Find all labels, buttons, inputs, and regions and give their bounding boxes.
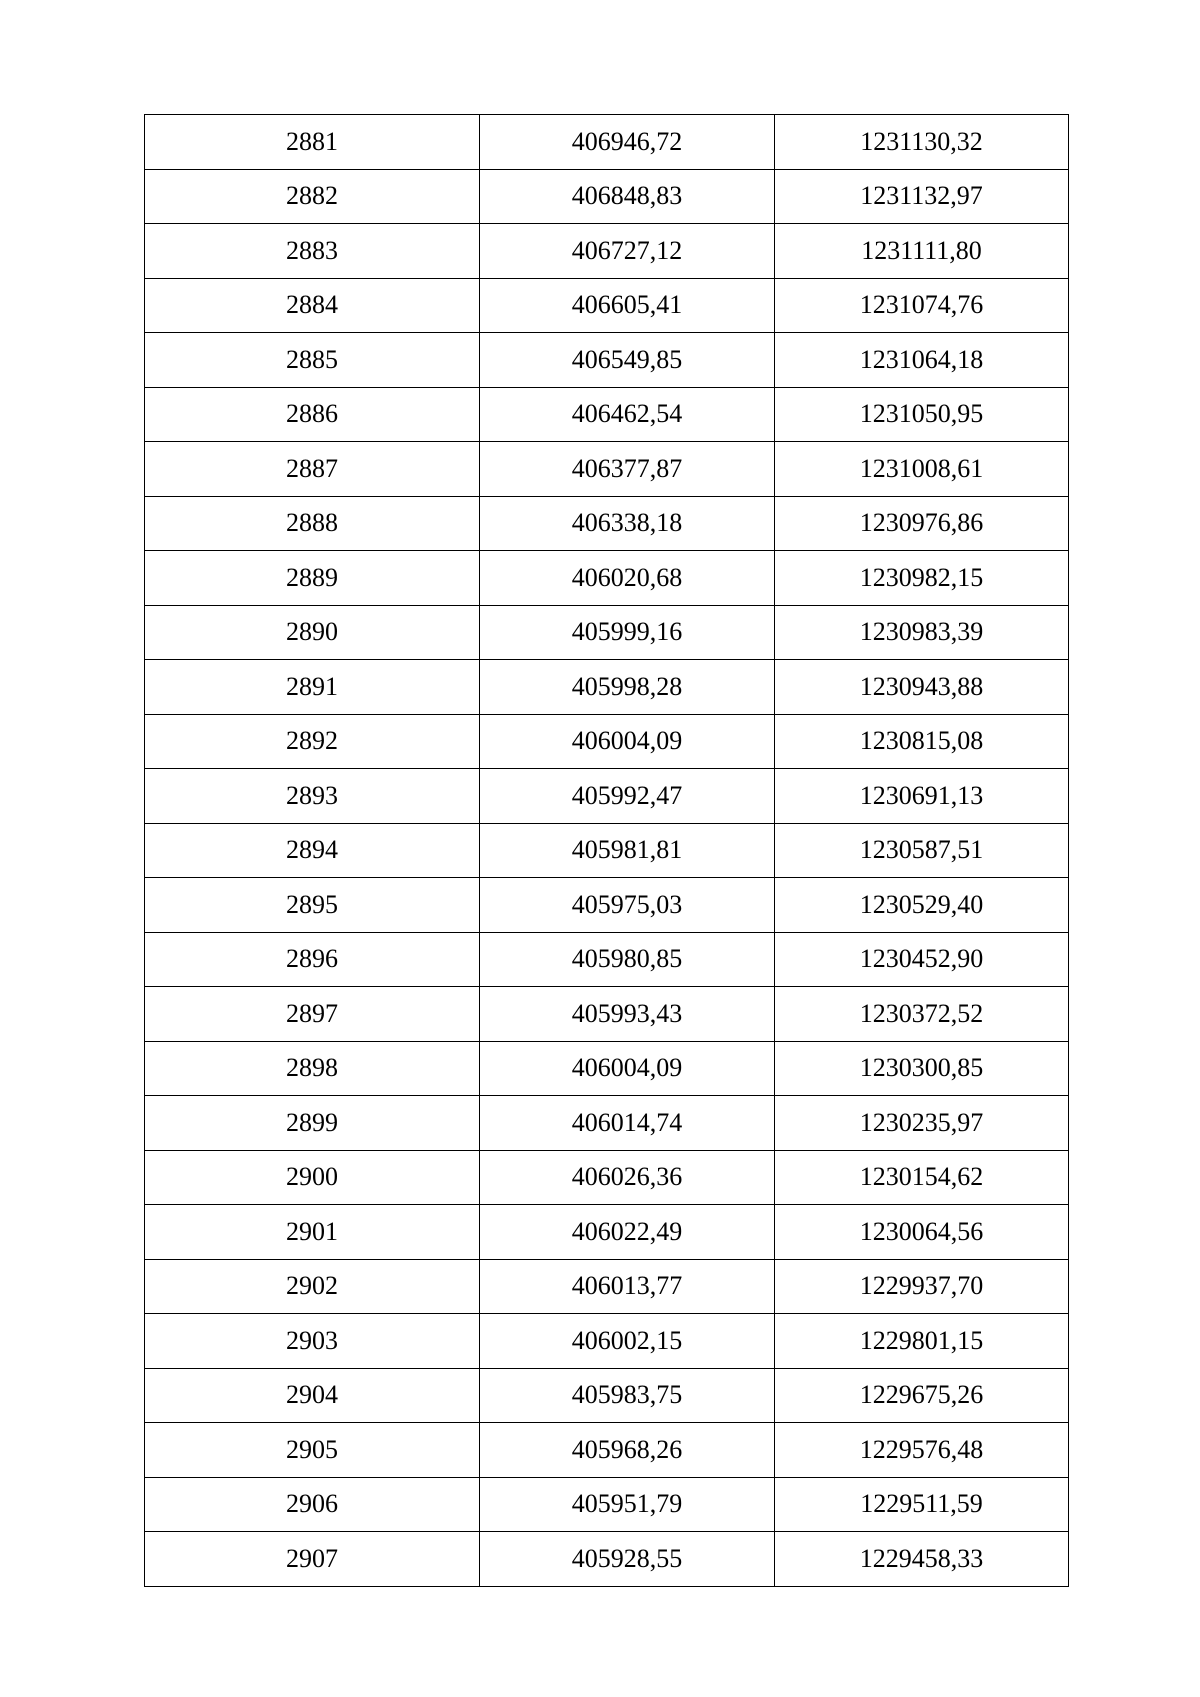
point-number-cell: 2881: [145, 115, 480, 170]
coordinates-table-body: [145, 115, 1069, 1587]
point-number-cell: 2895: [145, 878, 480, 933]
y-coordinate-cell: 1231130,32: [775, 115, 1069, 170]
table-row: [145, 878, 1069, 933]
table-row: [145, 1259, 1069, 1314]
x-coordinate-cell: 405968,26: [480, 1423, 775, 1478]
y-coordinate-cell: 1230976,86: [775, 496, 1069, 551]
table-row: [145, 1532, 1069, 1587]
table-row: [145, 932, 1069, 987]
y-coordinate-cell: 1230064,56: [775, 1205, 1069, 1260]
table-row: [145, 115, 1069, 170]
point-number-cell: 2890: [145, 605, 480, 660]
x-coordinate-cell: 405999,16: [480, 605, 775, 660]
x-coordinate-cell: 405951,79: [480, 1477, 775, 1532]
point-number-cell: 2897: [145, 987, 480, 1042]
y-coordinate-cell: 1230154,62: [775, 1150, 1069, 1205]
y-coordinate-cell: 1230587,51: [775, 823, 1069, 878]
y-coordinate-cell: 1230452,90: [775, 932, 1069, 987]
table-row: [145, 987, 1069, 1042]
point-number-cell: 2883: [145, 224, 480, 279]
y-coordinate-cell: 1230529,40: [775, 878, 1069, 933]
table-row: [145, 1205, 1069, 1260]
y-coordinate-cell: 1231074,76: [775, 278, 1069, 333]
y-coordinate-cell: 1230300,85: [775, 1041, 1069, 1096]
table-row: [145, 496, 1069, 551]
x-coordinate-cell: 405980,85: [480, 932, 775, 987]
x-coordinate-cell: 405998,28: [480, 660, 775, 715]
y-coordinate-cell: 1230691,13: [775, 769, 1069, 824]
point-number-cell: 2888: [145, 496, 480, 551]
table-row: [145, 551, 1069, 606]
point-number-cell: 2898: [145, 1041, 480, 1096]
y-coordinate-cell: 1231050,95: [775, 387, 1069, 442]
point-number-cell: 2893: [145, 769, 480, 824]
x-coordinate-cell: 405983,75: [480, 1368, 775, 1423]
x-coordinate-cell: 406848,83: [480, 169, 775, 224]
y-coordinate-cell: 1229675,26: [775, 1368, 1069, 1423]
y-coordinate-cell: 1231064,18: [775, 333, 1069, 388]
x-coordinate-cell: 406020,68: [480, 551, 775, 606]
point-number-cell: 2905: [145, 1423, 480, 1478]
table-row: [145, 660, 1069, 715]
y-coordinate-cell: 1231132,97: [775, 169, 1069, 224]
y-coordinate-cell: 1230372,52: [775, 987, 1069, 1042]
y-coordinate-cell: 1231008,61: [775, 442, 1069, 497]
y-coordinate-cell: 1229458,33: [775, 1532, 1069, 1587]
table-row: [145, 714, 1069, 769]
point-number-cell: 2896: [145, 932, 480, 987]
table-row: [145, 278, 1069, 333]
point-number-cell: 2899: [145, 1096, 480, 1151]
x-coordinate-cell: 406946,72: [480, 115, 775, 170]
x-coordinate-cell: 406377,87: [480, 442, 775, 497]
table-row: [145, 1150, 1069, 1205]
x-coordinate-cell: 406462,54: [480, 387, 775, 442]
table-row: [145, 169, 1069, 224]
x-coordinate-cell: 405975,03: [480, 878, 775, 933]
point-number-cell: 2892: [145, 714, 480, 769]
point-number-cell: 2904: [145, 1368, 480, 1423]
point-number-cell: 2887: [145, 442, 480, 497]
x-coordinate-cell: 406002,15: [480, 1314, 775, 1369]
y-coordinate-cell: 1230983,39: [775, 605, 1069, 660]
point-number-cell: 2901: [145, 1205, 480, 1260]
x-coordinate-cell: 406022,49: [480, 1205, 775, 1260]
table-row: [145, 1477, 1069, 1532]
x-coordinate-cell: 405993,43: [480, 987, 775, 1042]
y-coordinate-cell: 1231111,80: [775, 224, 1069, 279]
table-row: [145, 224, 1069, 279]
y-coordinate-cell: 1229801,15: [775, 1314, 1069, 1369]
x-coordinate-cell: 406004,09: [480, 1041, 775, 1096]
x-coordinate-cell: 406605,41: [480, 278, 775, 333]
table-row: [145, 1423, 1069, 1478]
point-number-cell: 2891: [145, 660, 480, 715]
x-coordinate-cell: 406004,09: [480, 714, 775, 769]
y-coordinate-cell: 1230815,08: [775, 714, 1069, 769]
point-number-cell: 2882: [145, 169, 480, 224]
y-coordinate-cell: 1229576,48: [775, 1423, 1069, 1478]
point-number-cell: 2907: [145, 1532, 480, 1587]
y-coordinate-cell: 1230235,97: [775, 1096, 1069, 1151]
point-number-cell: 2889: [145, 551, 480, 606]
x-coordinate-cell: 405992,47: [480, 769, 775, 824]
point-number-cell: 2902: [145, 1259, 480, 1314]
table-row: [145, 1096, 1069, 1151]
table-row: [145, 769, 1069, 824]
table-row: [145, 605, 1069, 660]
table-row: [145, 387, 1069, 442]
y-coordinate-cell: 1230982,15: [775, 551, 1069, 606]
table-row: [145, 1368, 1069, 1423]
point-number-cell: 2886: [145, 387, 480, 442]
point-number-cell: 2894: [145, 823, 480, 878]
y-coordinate-cell: 1229937,70: [775, 1259, 1069, 1314]
coordinates-table: [144, 114, 1069, 1587]
table-row: [145, 823, 1069, 878]
x-coordinate-cell: 405981,81: [480, 823, 775, 878]
x-coordinate-cell: 405928,55: [480, 1532, 775, 1587]
y-coordinate-cell: 1230943,88: [775, 660, 1069, 715]
point-number-cell: 2884: [145, 278, 480, 333]
x-coordinate-cell: 406014,74: [480, 1096, 775, 1151]
point-number-cell: 2900: [145, 1150, 480, 1205]
table-row: [145, 1041, 1069, 1096]
table-row: [145, 442, 1069, 497]
x-coordinate-cell: 406013,77: [480, 1259, 775, 1314]
x-coordinate-cell: 406338,18: [480, 496, 775, 551]
table-row: [145, 1314, 1069, 1369]
point-number-cell: 2885: [145, 333, 480, 388]
y-coordinate-cell: 1229511,59: [775, 1477, 1069, 1532]
point-number-cell: 2906: [145, 1477, 480, 1532]
x-coordinate-cell: 406727,12: [480, 224, 775, 279]
table-row: [145, 333, 1069, 388]
point-number-cell: 2903: [145, 1314, 480, 1369]
x-coordinate-cell: 406026,36: [480, 1150, 775, 1205]
x-coordinate-cell: 406549,85: [480, 333, 775, 388]
